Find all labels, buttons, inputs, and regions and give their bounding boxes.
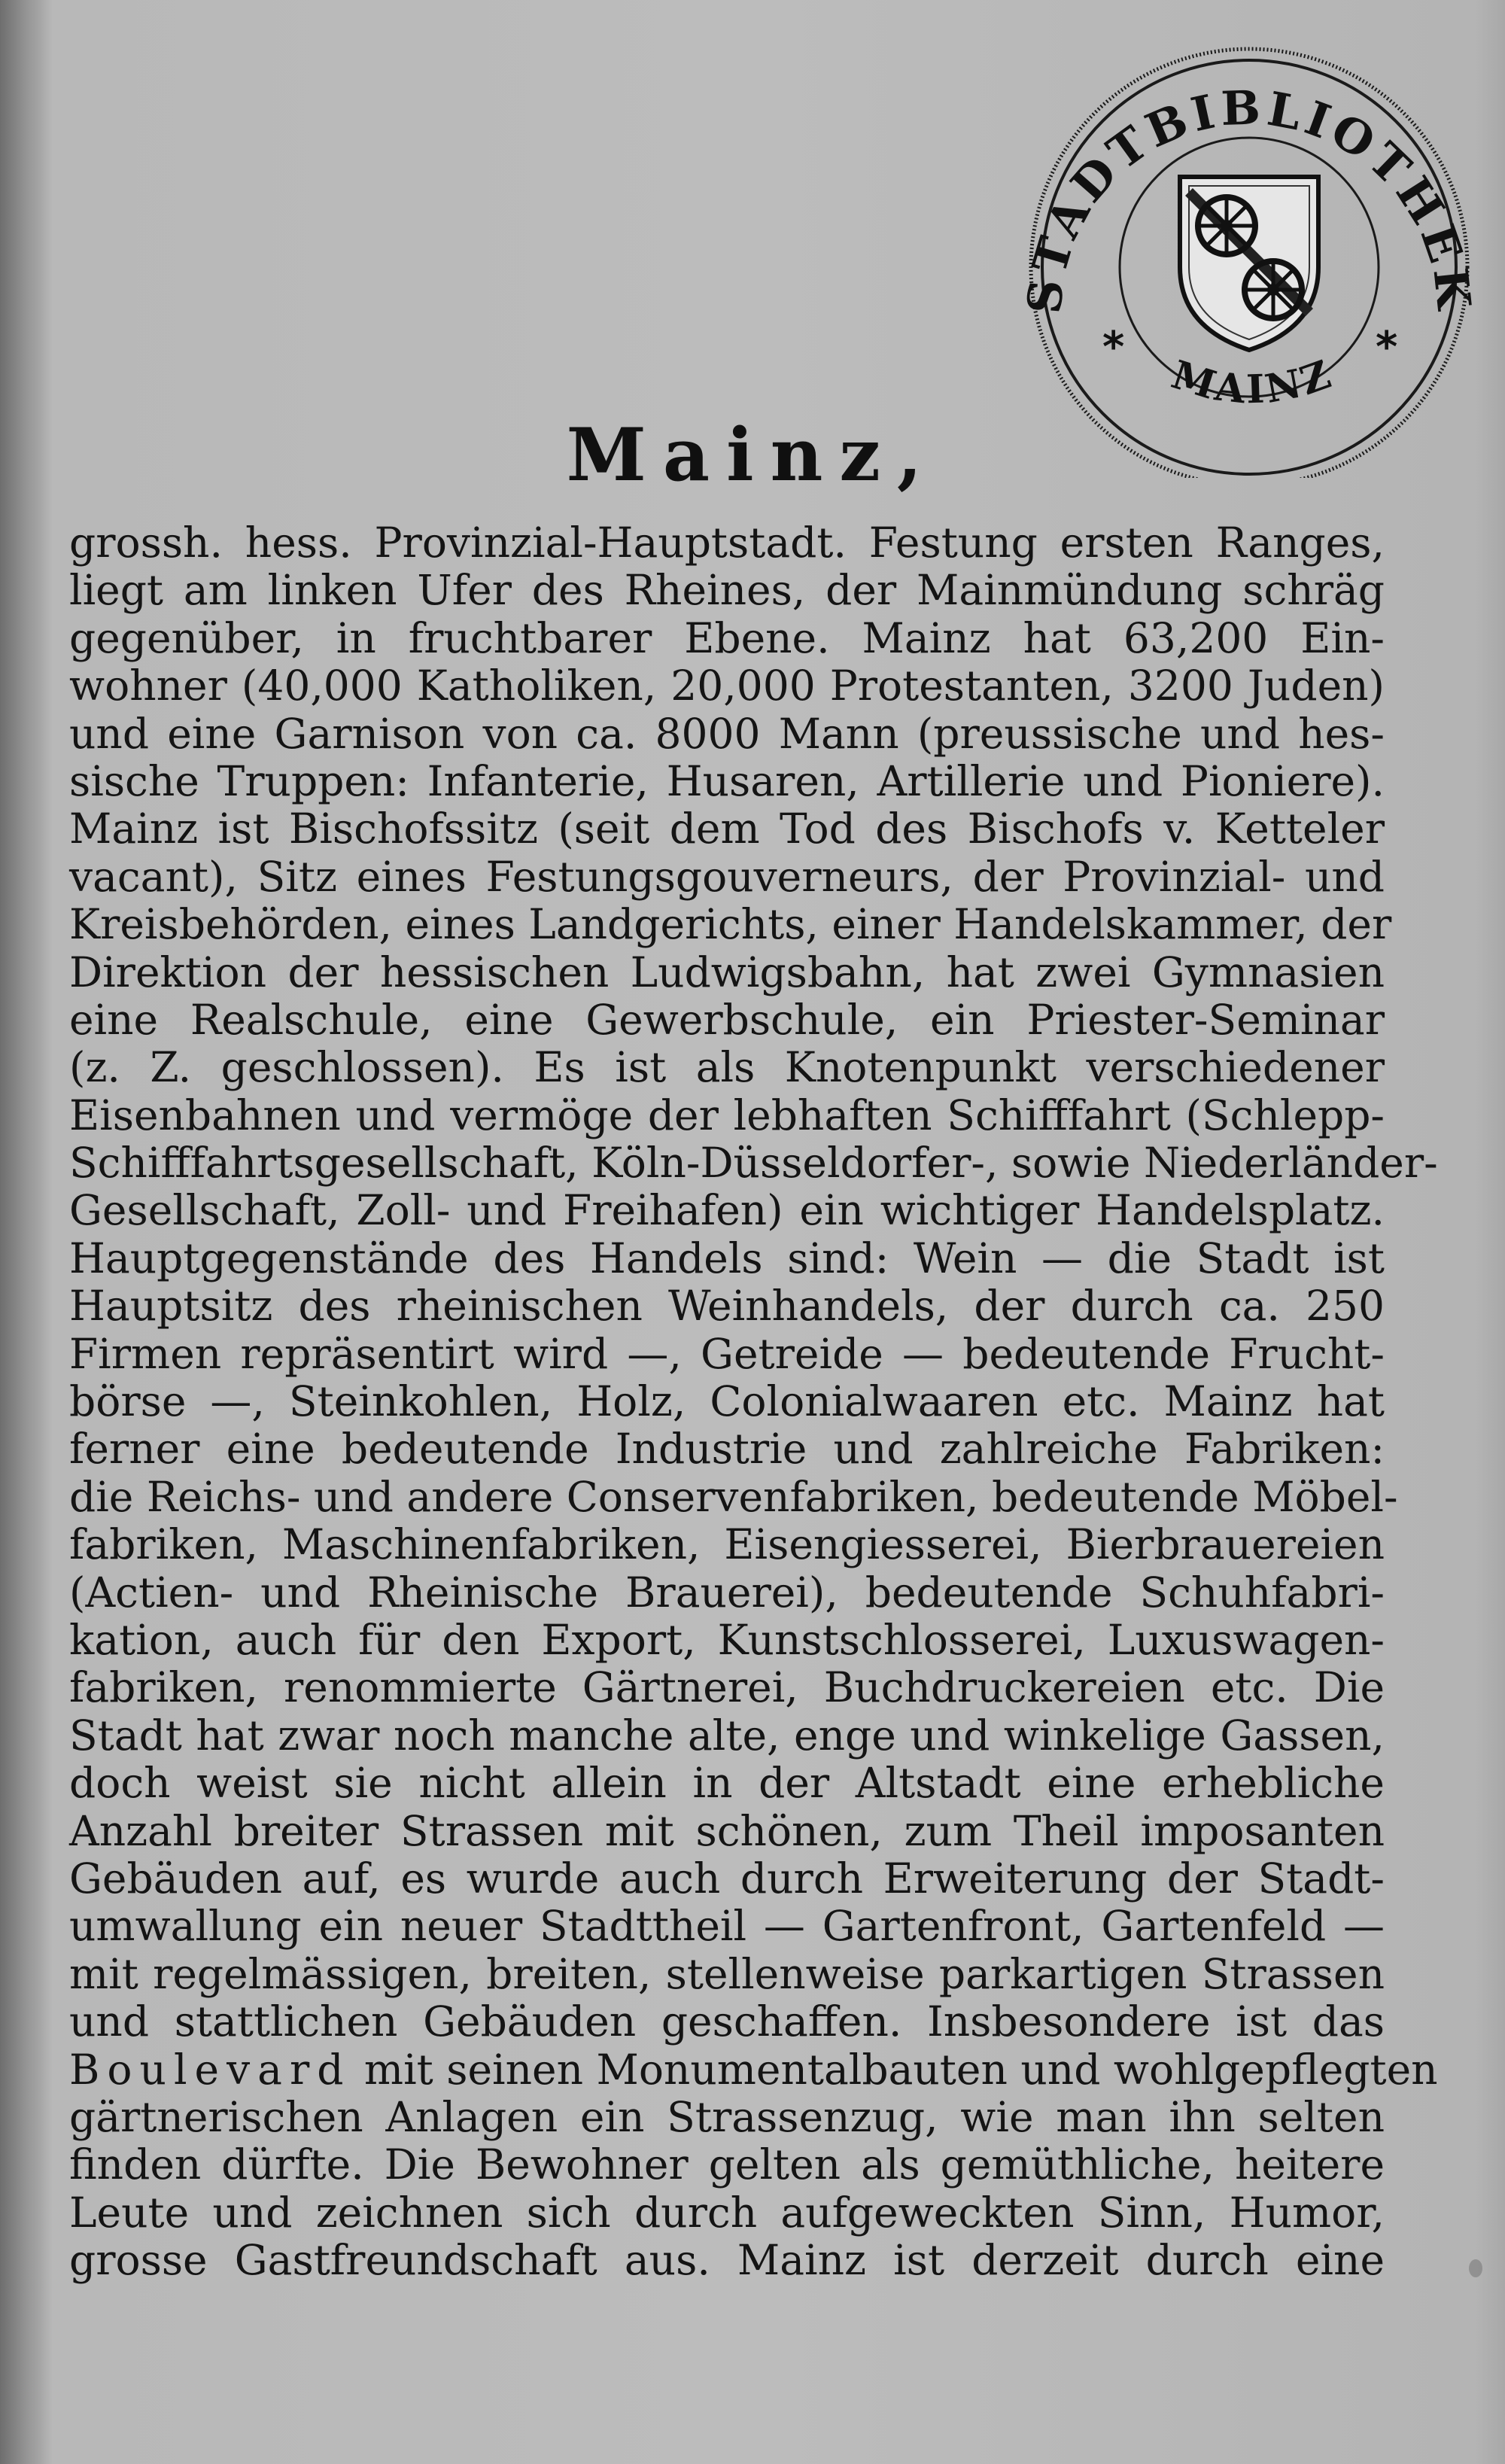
- text-line: Leute und zeichnen sich durch aufgeweckten Sinn, Humor,: [69, 2188, 1385, 2237]
- text-line: gärtnerischen Anlagen ein Strassenzug, wie man ihn selten: [69, 2092, 1385, 2141]
- text-line: finden dürfte. Die Bewohner gelten als gemüthliche, heitere: [69, 2140, 1385, 2189]
- text-fragment: mit seinen Monumentalbauten und wohlgepflegten: [351, 2045, 1438, 2094]
- text-line: (Actien- und Rheinische Brauerei), bedeutende Schuhfabri-: [69, 1568, 1385, 1617]
- text-line: börse —, Steinkohlen, Holz, Colonialwaaren etc. Mainz hat: [69, 1377, 1385, 1426]
- text-line: gegenüber, in fruchtbarer Ebene. Mainz hat 63,200 Ein-: [69, 613, 1385, 662]
- text-line: Eisenbahnen und vermöge der lebhaften Schifffahrt (Schlepp-: [69, 1091, 1385, 1139]
- text-line: fabriken, Maschinenfabriken, Eisengiesserei, Bierbrauereien: [69, 1520, 1385, 1569]
- text-line: Stadt hat zwar noch manche alte, enge und winkelige Gassen,: [69, 1711, 1385, 1760]
- text-line: Kreisbehörden, eines Landgerichts, einer Handelskammer, der: [69, 900, 1392, 949]
- text-line: Gebäuden auf, es wurde auch durch Erweiterung der Stadt-: [69, 1854, 1385, 1903]
- text-line: grossh. hess. Provinzial-Hauptstadt. Festung ersten Ranges,: [69, 519, 1385, 567]
- emphasized-word: Boulevard: [69, 2045, 351, 2094]
- text-line: Hauptsitz des rheinischen Weinhandels, der durch ca. 250: [69, 1282, 1385, 1331]
- text-line: liegt am linken Ufer des Rheines, der Mainmündung schräg: [69, 566, 1385, 615]
- text-line: Direktion der hessischen Ludwigsbahn, hat zwei Gymnasien: [69, 948, 1385, 996]
- text-line: mit regelmässigen, breiten, stellenweise parkartigen Strassen: [69, 1949, 1385, 1998]
- text-line: (z. Z. geschlossen). Es ist als Knotenpunkt verschiedener: [69, 1043, 1385, 1092]
- text-line: sische Truppen: Infanterie, Husaren, Artillerie und Pioniere).: [69, 756, 1385, 805]
- text-line: und eine Garnison von ca. 8000 Mann (preussische und hes-: [69, 709, 1385, 758]
- text-line: eine Realschule, eine Gewerbschule, ein Priester-Seminar: [69, 995, 1385, 1044]
- text-line: ferner eine bedeutende Industrie und zahlreiche Fabriken:: [69, 1425, 1385, 1474]
- binding-shadow: [0, 0, 53, 2464]
- text-line: fabriken, renommierte Gärtnerei, Buchdruckereien etc. Die: [69, 1663, 1385, 1712]
- stamp-star-left: *: [1102, 323, 1125, 372]
- text-line: wohner (40,000 Katholiken, 20,000 Protestanten, 3200 Juden): [69, 662, 1385, 710]
- wheel-icon: [1198, 197, 1255, 254]
- text-line: kation, auch für den Export, Kunstschlosserei, Luxuswagen-: [69, 1615, 1385, 1664]
- coat-of-arms-icon: [1180, 177, 1318, 350]
- text-line: Anzahl breiter Strassen mit schönen, zum Theil imposanten: [69, 1806, 1385, 1855]
- text-line: die Reichs- und andere Conservenfabriken, bedeutende Möbel-: [69, 1472, 1398, 1521]
- paper-speck: [1469, 2259, 1482, 2277]
- text-line: doch weist sie nicht allein in der Altstadt eine erhebliche: [69, 1759, 1385, 1808]
- text-line: Mainz ist Bischofssitz (seit dem Tod des Bischofs v. Ketteler: [69, 805, 1385, 853]
- article-body: [69, 519, 1438, 2285]
- text-line: und stattlichen Gebäuden geschaffen. Insbesondere ist das: [69, 1997, 1385, 2046]
- wheel-icon: [1245, 261, 1302, 318]
- text-line: grosse Gastfreundschaft aus. Mainz ist derzeit durch eine: [69, 2236, 1385, 2285]
- text-line: vacant), Sitz eines Festungsgouverneurs, der Provinzial- und: [69, 852, 1385, 901]
- text-line: umwallung ein neuer Stadttheil — Gartenfront, Gartenfeld —: [69, 1902, 1385, 1951]
- text-line: Schifffahrtsgesellschaft, Köln-Düsseldorfer-, sowie Niederländer-: [69, 1139, 1438, 1188]
- stamp-city: MAINZ: [1166, 350, 1339, 413]
- page-heading: Mainz,: [566, 412, 939, 497]
- text-line: Gesellschaft, Zoll- und Freihafen) ein wichtiger Handelsplatz.: [69, 1186, 1385, 1235]
- stamp-ring-text: STADTBIBLIOTHEK: [1016, 80, 1482, 316]
- text-line: [69, 2045, 1438, 2094]
- text-line: Firmen repräsentirt wird —, Getreide — bedeutende Frucht-: [69, 1329, 1385, 1378]
- text-line: Hauptgegenstände des Handels sind: Wein — die Stadt ist: [69, 1234, 1385, 1282]
- stamp-star-right: *: [1376, 323, 1398, 372]
